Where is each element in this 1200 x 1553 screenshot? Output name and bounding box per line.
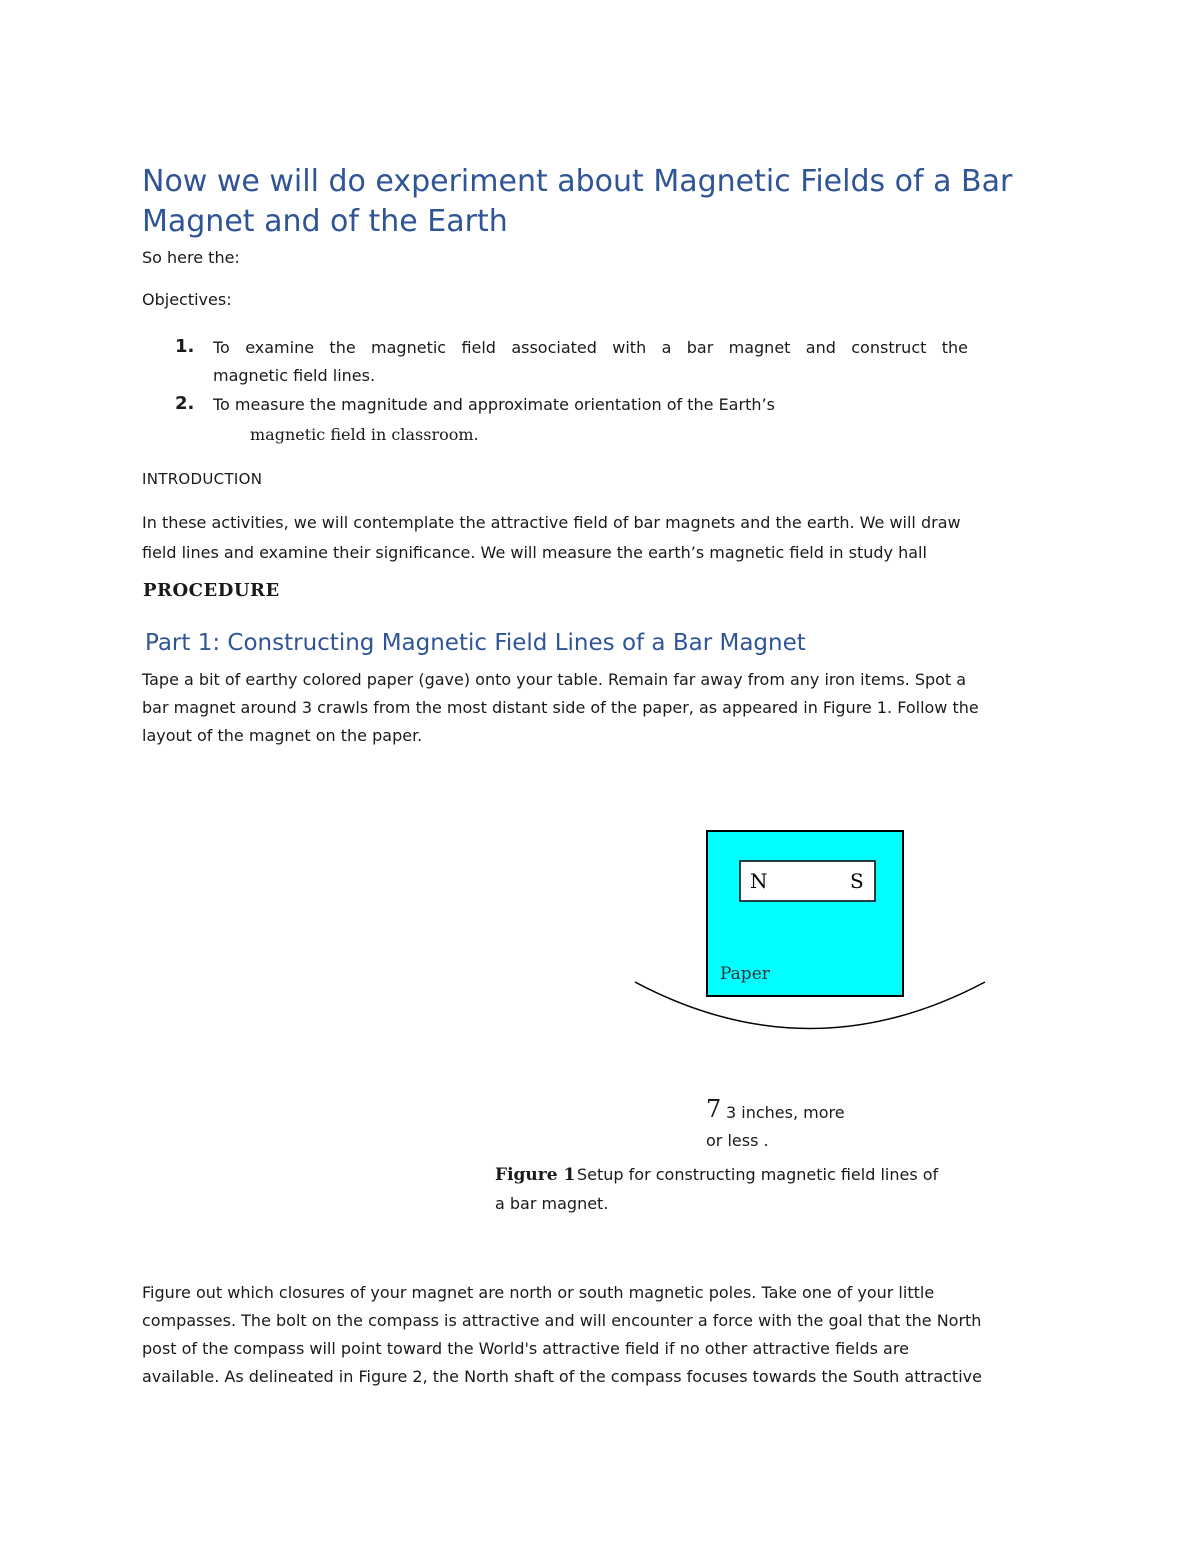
document-title: Now we will do experiment about Magnetic Fields of a Bar Magnet and of the Earth bbox=[142, 164, 1013, 239]
magnet-north-label: N bbox=[750, 869, 768, 893]
paragraph-line: Figure out which closures of your magnet are north or south magnetic poles. Take one of your little bbox=[142, 1283, 935, 1302]
paragraph-line: bar magnet around 3 crawls from the most distant side of the paper, as appeared in Figure 1. Follow the bbox=[142, 698, 979, 717]
figure-caption-text: Setup for constructing magnetic field lines of bbox=[577, 1165, 939, 1184]
objective-text-line: magnetic field lines. bbox=[213, 366, 376, 385]
paragraph-line: post of the compass will point toward the World's attractive field if no other attractive fields are bbox=[142, 1339, 909, 1358]
intro-line: So here the: bbox=[142, 248, 240, 267]
objective-number: 1. bbox=[175, 336, 195, 357]
part1-heading: Part 1: Constructing Magnetic Field Lines of a Bar Magnet bbox=[145, 630, 806, 656]
paper-label: Paper bbox=[720, 964, 770, 984]
figure-caption-label: Figure 1 bbox=[495, 1165, 576, 1185]
objective-number: 2. bbox=[175, 393, 195, 414]
distance-text-line: or less . bbox=[706, 1131, 769, 1150]
paragraph-line: available. As delineated in Figure 2, the North shaft of the compass focuses towards the South attractive bbox=[142, 1367, 982, 1386]
paragraph-line: compasses. The bolt on the compass is attractive and will encounter a force with the goal that the North bbox=[142, 1311, 982, 1330]
figure1-diagram bbox=[620, 820, 1000, 1040]
figure-caption-text: a bar magnet. bbox=[495, 1194, 609, 1213]
objective-text-line: magnetic field in classroom. bbox=[250, 425, 479, 444]
paragraph-line: field lines and examine their significance. We will measure the earth’s magnetic field in study hall bbox=[142, 543, 927, 562]
introduction-heading: INTRODUCTION bbox=[142, 470, 263, 488]
magnet-south-label: S bbox=[850, 869, 864, 893]
distance-text-line: 3 inches, more bbox=[726, 1103, 845, 1122]
distance-symbol: 7 bbox=[706, 1095, 722, 1123]
objectives-label: Objectives: bbox=[142, 290, 232, 309]
paragraph-line: Tape a bit of earthy colored paper (gave) onto your table. Remain far away from any iron items. Spot a bbox=[142, 670, 967, 689]
paragraph-line: In these activities, we will contemplate the attractive field of bar magnets and the earth. We will draw bbox=[142, 513, 961, 532]
paragraph-line: layout of the magnet on the paper. bbox=[142, 726, 423, 745]
objective-text-line: To measure the magnitude and approximate orientation of the Earth’s bbox=[213, 395, 775, 414]
procedure-heading: PROCEDURE bbox=[143, 580, 280, 601]
objective-text-line: To examine the magnetic field associated with a bar magnet and construct the bbox=[213, 338, 968, 357]
